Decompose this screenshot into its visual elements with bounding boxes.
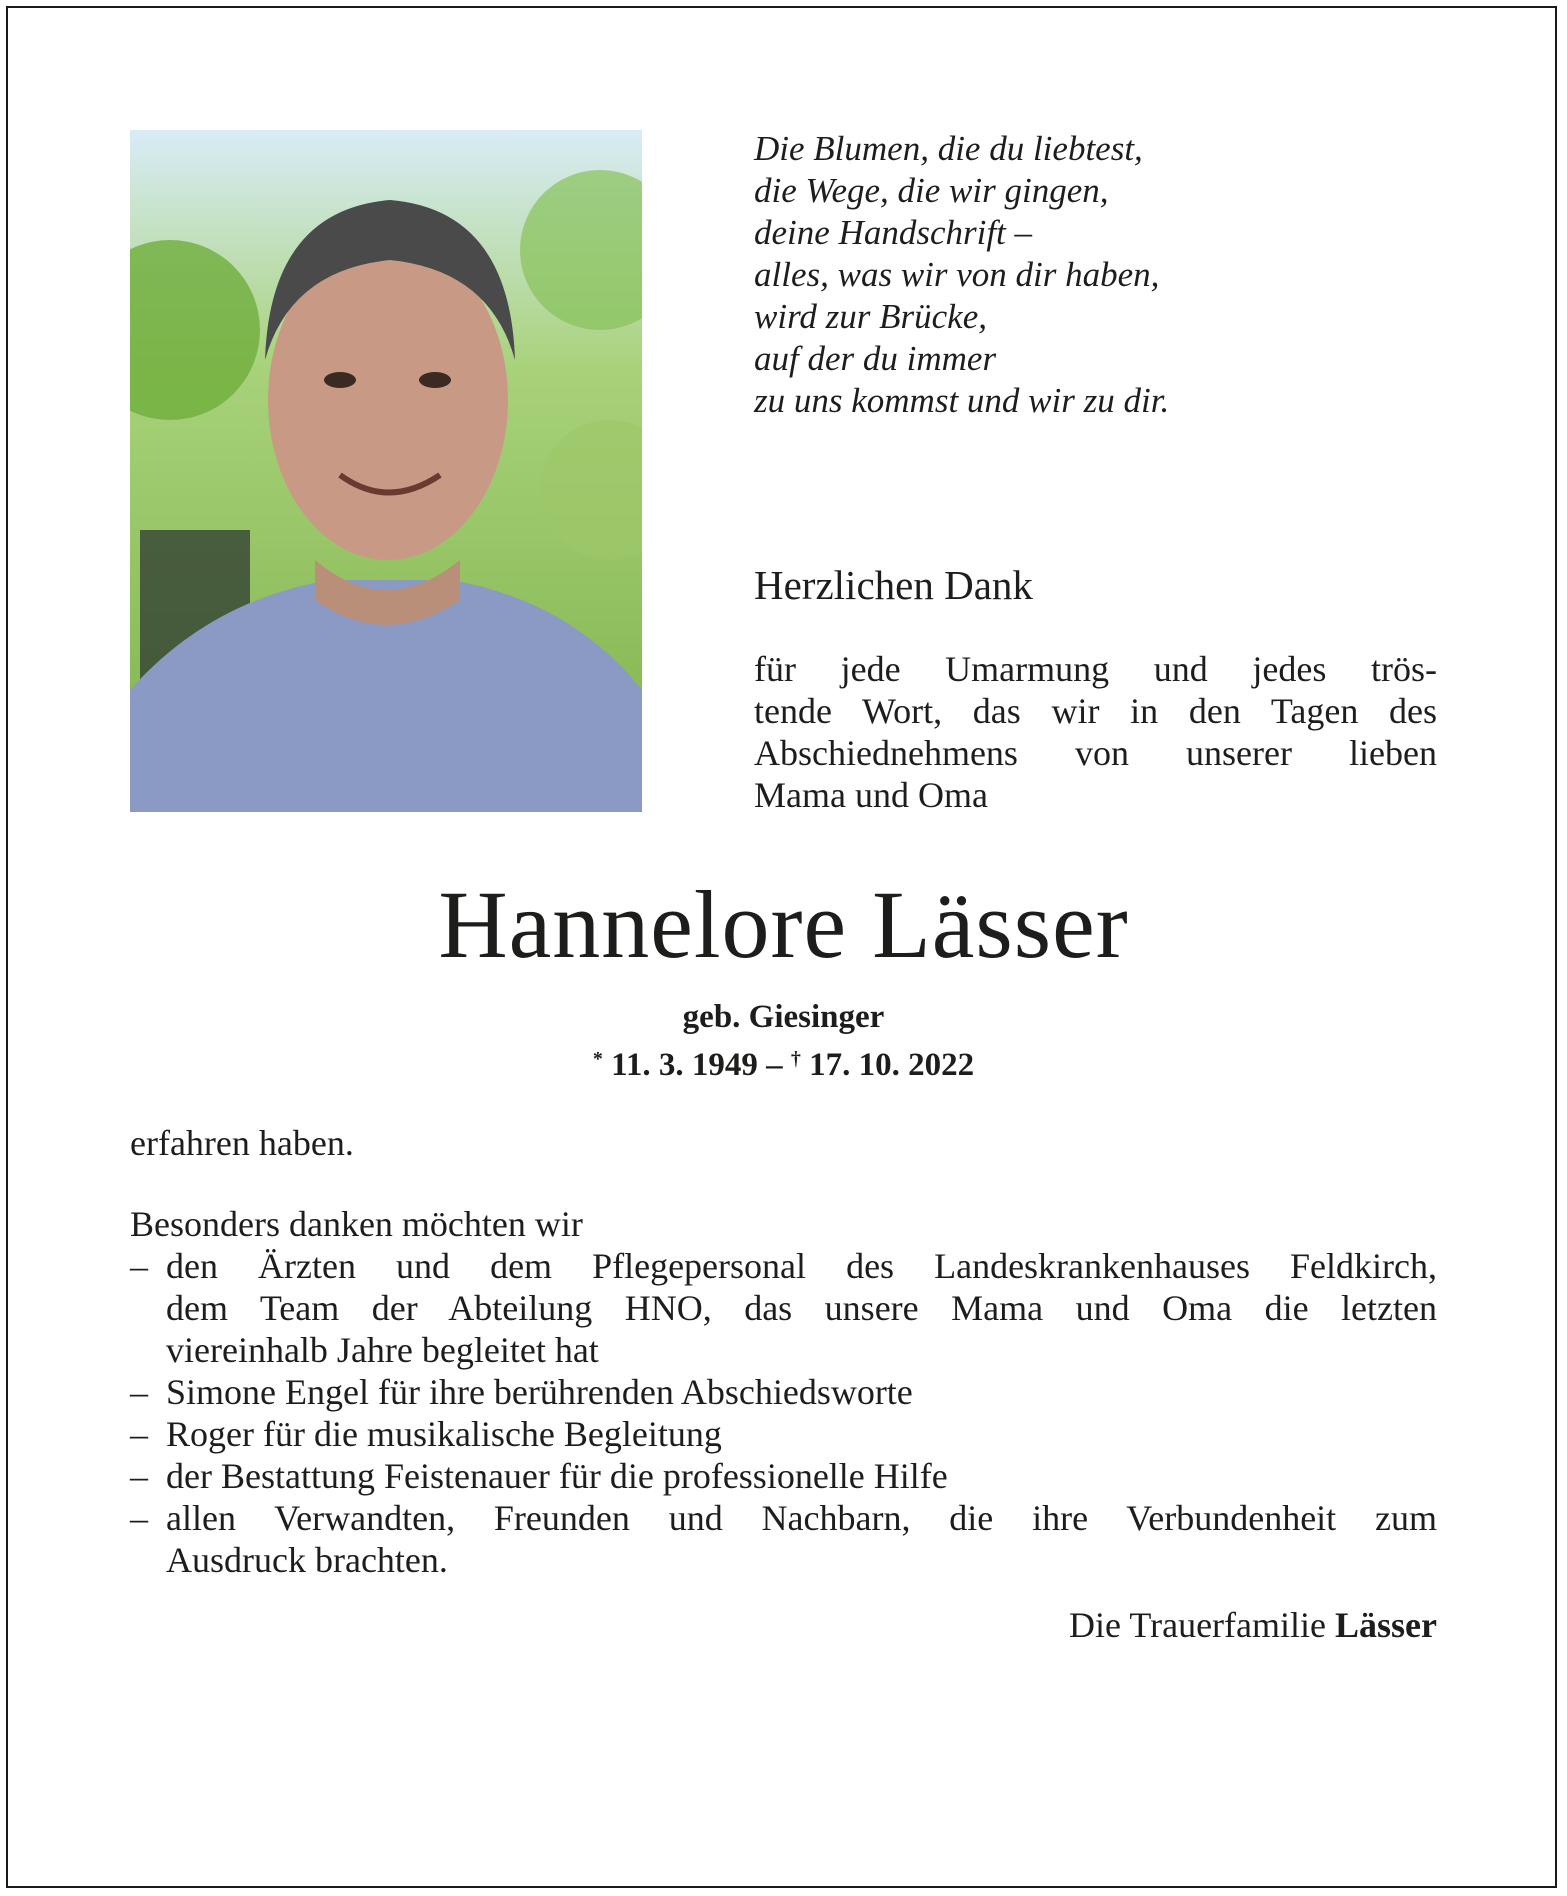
deceased-name: Hannelore Lässer [438,871,1129,978]
list-item [130,1497,1437,1581]
thanks-line: Mama und Oma [754,775,988,815]
date-separator: – [766,1047,783,1083]
birth-mark: * [592,1048,603,1070]
list-item-line: – Simone Engel für ihre berührenden Abschiedsworte [166,1372,913,1412]
continuation-text: erfahren haben. [130,1123,354,1163]
list-item-line: dem Team der Abteilung HNO, das unsere Mama und Oma die letzten [166,1288,1437,1328]
poem-line: deine Handschrift – [754,213,1033,252]
thanks-line: tende Wort, das wir in den Tagen des [754,691,1437,731]
list-item-line: – Roger für die musikalische Begleitung [166,1414,722,1454]
signature [1069,1604,1437,1646]
thanks-text [754,648,1437,816]
poem-line: zu uns kommst und wir zu dir. [754,381,1170,420]
list-item-line: Ausdruck brachten. [166,1540,448,1580]
death-date: 17. 10. 2022 [809,1047,975,1083]
poem-line: die Wege, die wir gingen, [754,171,1109,210]
birth-name: geb. Giesinger [682,999,885,1035]
list-item [130,1245,1437,1371]
poem-line: alles, was wir von dir haben, [754,255,1160,294]
list-item-line: – der Bestattung Feistenauer für die professionelle Hilfe [166,1456,948,1496]
list-item [130,1413,1437,1455]
list-item-line: – allen Verwandten, Freunden und Nachbarn, die ihre Verbundenheit zum [166,1498,1437,1538]
birth-date: 11. 3. 1949 [611,1047,758,1083]
signature-family: Lässer [1335,1605,1437,1645]
life-dates [0,1038,1567,1086]
poem-line: wird zur Brücke, [754,297,987,336]
thanks-list [130,1245,1437,1581]
signature-prefix: Die Trauerfamilie [1069,1605,1326,1645]
poem-line: Die Blumen, die du liebtest, [754,129,1143,168]
portrait-photo [130,130,642,812]
special-thanks-intro: Besonders danken möchten wir [130,1204,583,1244]
list-item-line: viereinhalb Jahre begleitet hat [166,1330,599,1370]
thanks-line: für jede Umarmung und jedes trös- [754,649,1437,689]
poem-line: auf der du immer [754,339,997,378]
thanks-title: Herzlichen Dank [754,562,1033,608]
portrait-illustration [130,130,642,812]
list-item [130,1371,1437,1413]
list-item-line: – den Ärzten und dem Pflegepersonal des Landeskrankenhauses Feldkirch, [166,1246,1437,1286]
list-item [130,1455,1437,1497]
death-mark: † [790,1048,801,1070]
thanks-line: Abschiednehmens von unserer lieben [754,733,1437,773]
poem [754,128,1314,422]
